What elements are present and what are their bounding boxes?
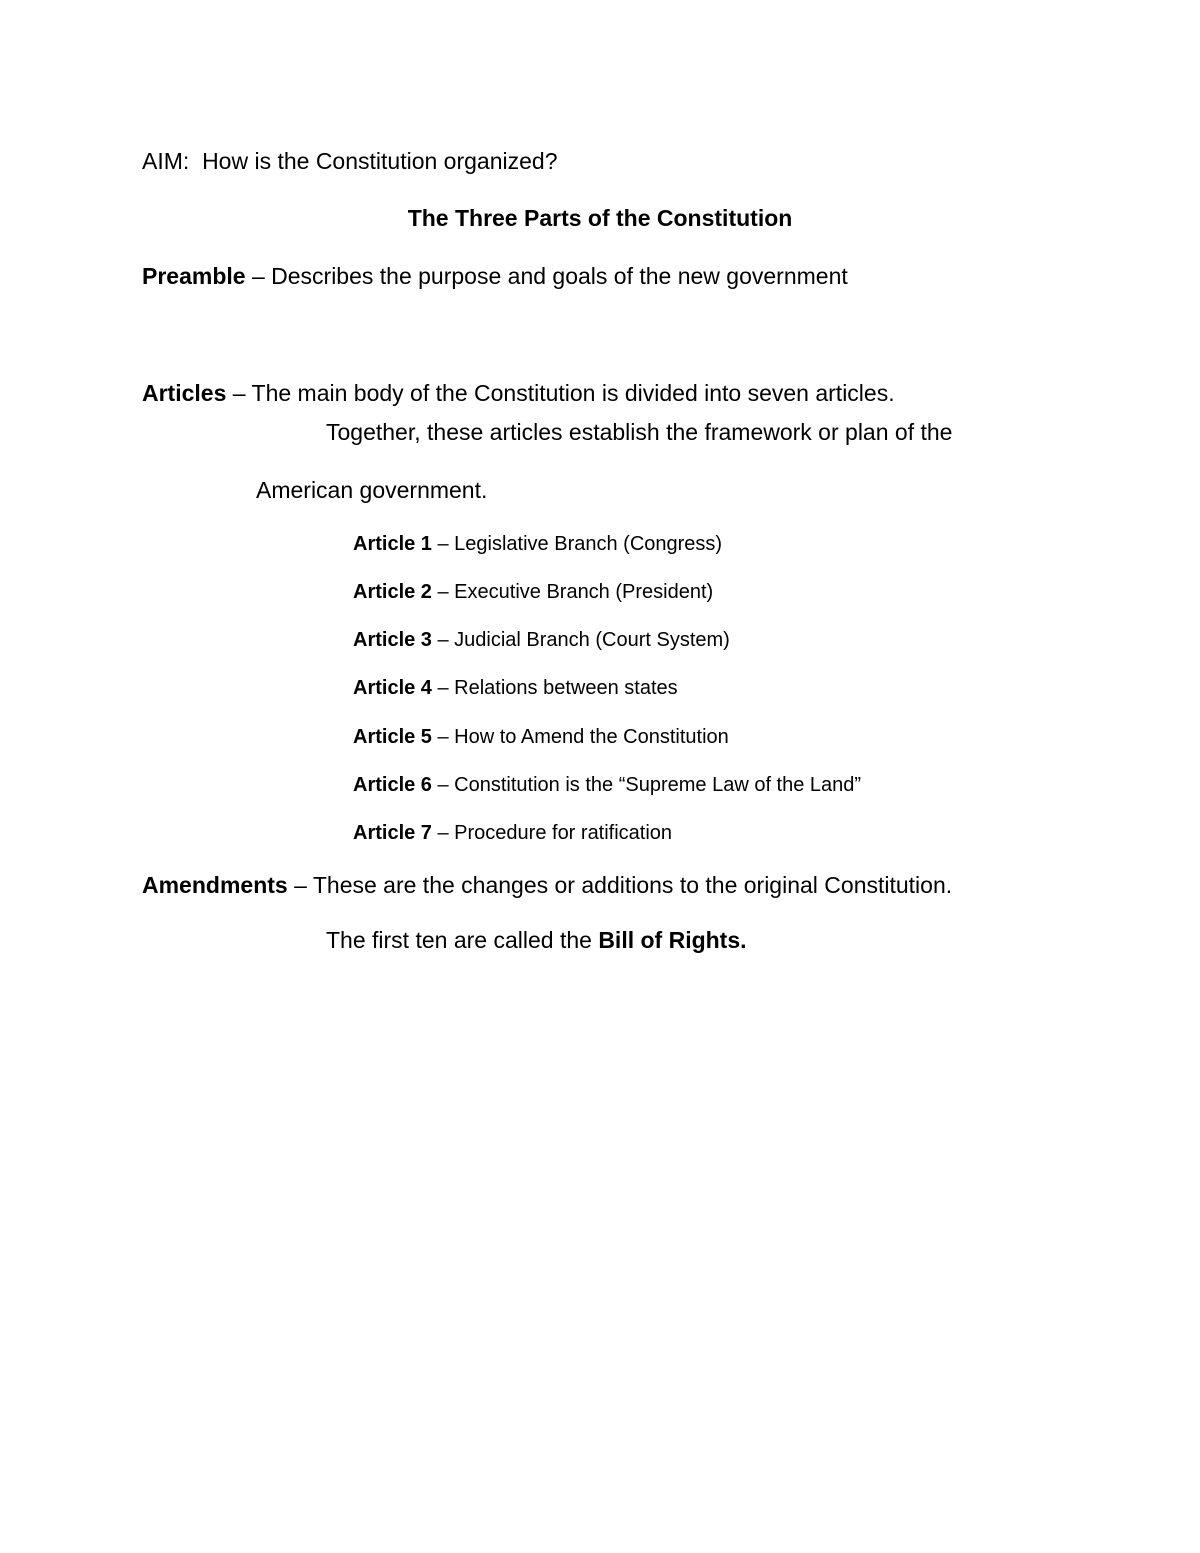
article-label: Article 1 — [353, 533, 432, 555]
article-label: Article 4 — [353, 677, 432, 699]
article-label: Article 2 — [353, 581, 432, 603]
article-description: – How to Amend the Constitution — [431, 726, 729, 748]
list-item — [353, 727, 729, 747]
list-item — [353, 630, 730, 650]
aim-question: How is the Constitution organized? — [202, 148, 558, 174]
article-description: – Constitution is the “Supreme Law of the Land” — [431, 774, 862, 796]
amendments-definition: – These are the changes or additions to the original Constitution. — [287, 872, 953, 898]
article-description: – Legislative Branch (Congress) — [431, 533, 723, 555]
list-item — [353, 823, 672, 843]
article-label: Article 6 — [353, 774, 432, 796]
article-description: – Relations between states — [431, 677, 678, 699]
amendments-line — [142, 874, 952, 897]
amendments-prefix: The first ten are called the — [326, 927, 599, 953]
list-item — [353, 775, 861, 795]
list-item — [353, 678, 678, 698]
aim-label: AIM: — [142, 148, 190, 174]
amendments-term: Amendments — [142, 872, 288, 898]
preamble-term: Preamble — [142, 263, 246, 289]
list-item — [353, 582, 713, 602]
article-label: Article 5 — [353, 726, 432, 748]
aim-line — [142, 150, 557, 173]
articles-definition: – The main body of the Constitution is divided into seven articles. — [226, 380, 895, 406]
amendments-suffix: . — [740, 927, 747, 953]
page-title: The Three Parts of the Constitution — [407, 205, 793, 231]
articles-term: Articles — [142, 380, 227, 406]
article-label: Article 3 — [353, 629, 432, 651]
bill-of-rights: Bill of Rights — [598, 927, 741, 953]
articles-line-3: American government. — [256, 477, 488, 503]
article-description: – Procedure for ratification — [431, 822, 673, 844]
article-description: – Executive Branch (President) — [431, 581, 714, 603]
articles-line-2: Together, these articles establish the framework or plan of the — [326, 419, 953, 445]
list-item — [353, 534, 722, 554]
preamble-definition: – Describes the purpose and goals of the new government — [245, 263, 848, 289]
article-label: Article 7 — [353, 822, 432, 844]
article-description: – Judicial Branch (Court System) — [431, 629, 730, 651]
preamble-line — [142, 265, 848, 288]
articles-line — [142, 382, 895, 405]
amendments-line-2 — [326, 929, 747, 952]
